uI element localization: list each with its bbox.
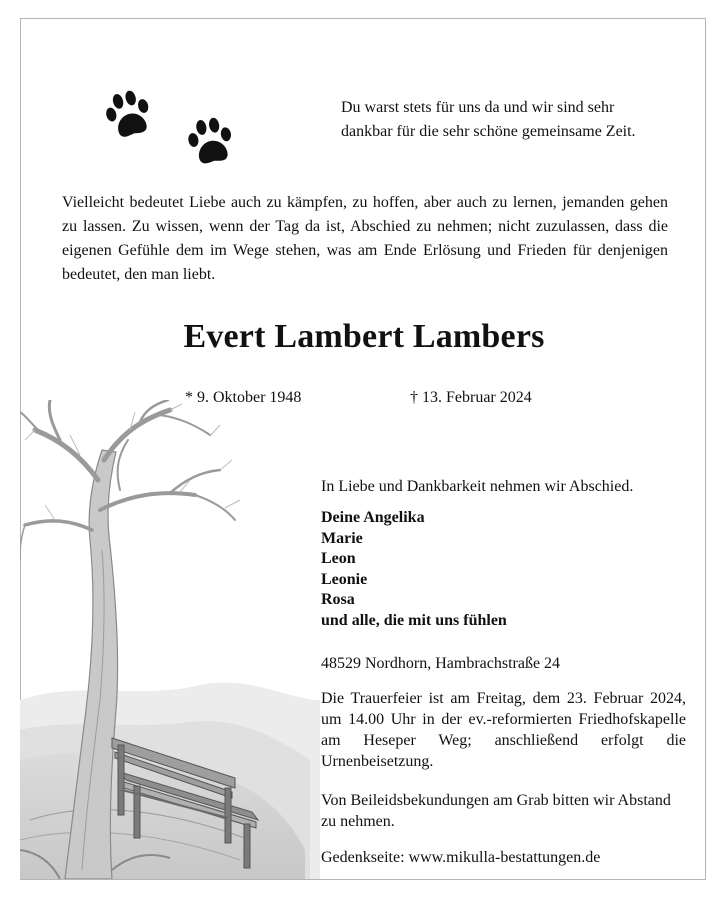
signer: Deine Angelika xyxy=(321,509,425,526)
signer: Leonie xyxy=(321,570,368,588)
signer: und alle, die mit uns fühlen xyxy=(321,611,507,629)
signers-list xyxy=(321,508,686,631)
memorial-page-link[interactable]: Gedenkseite: www.mikulla-bestattungen.de xyxy=(321,849,601,866)
ceremony-info: Die Trauerfeier ist am Freitag, dem 23. Februar 2024, um 14.00 Uhr in der ev.-reformierten Friedhofskapelle am Heseper Weg; anschließend erfolgt die Urnenbeisetzung. xyxy=(321,690,686,770)
condolence-note: Von Beileidsbekundungen am Grab bitten wir Abstand zu nehmen. xyxy=(321,792,671,830)
death-date: † 13. Februar 2024 xyxy=(410,389,532,406)
paw-print-icon xyxy=(186,117,236,167)
opening-quote xyxy=(341,96,681,144)
family-address: 48529 Nordhorn, Hambrachstraße 24 xyxy=(321,655,561,672)
quote-line: dankbar für die sehr schöne gemeinsame Zeit. xyxy=(341,123,636,140)
intro-paragraph: Vielleicht bedeutet Liebe auch zu kämpfen, zu hoffen, aber auch zu lernen, jemanden gehen zu lassen. Zu wissen, wenn der Tag da ist, Abschied zu nehmen; nicht zuzulassen, dass die eigenen Gefühle dem im Wege stehen, was am Ende Erlösung und Frieden für denjenigen bedeutet, den man liebt. xyxy=(62,194,668,283)
farewell-line: In Liebe und Dankbarkeit nehmen wir Abschied. xyxy=(321,478,634,495)
signer: Marie xyxy=(321,529,363,547)
paw-print-icon xyxy=(104,90,154,140)
deceased-name: Evert Lambert Lambers xyxy=(183,318,545,355)
quote-line: Du warst stets für uns da und wir sind sehr xyxy=(341,99,615,116)
signer: Rosa xyxy=(321,591,355,608)
tree-bench-illustration xyxy=(20,400,320,879)
signer: Leon xyxy=(321,550,356,567)
birth-date: * 9. Oktober 1948 xyxy=(185,389,302,406)
